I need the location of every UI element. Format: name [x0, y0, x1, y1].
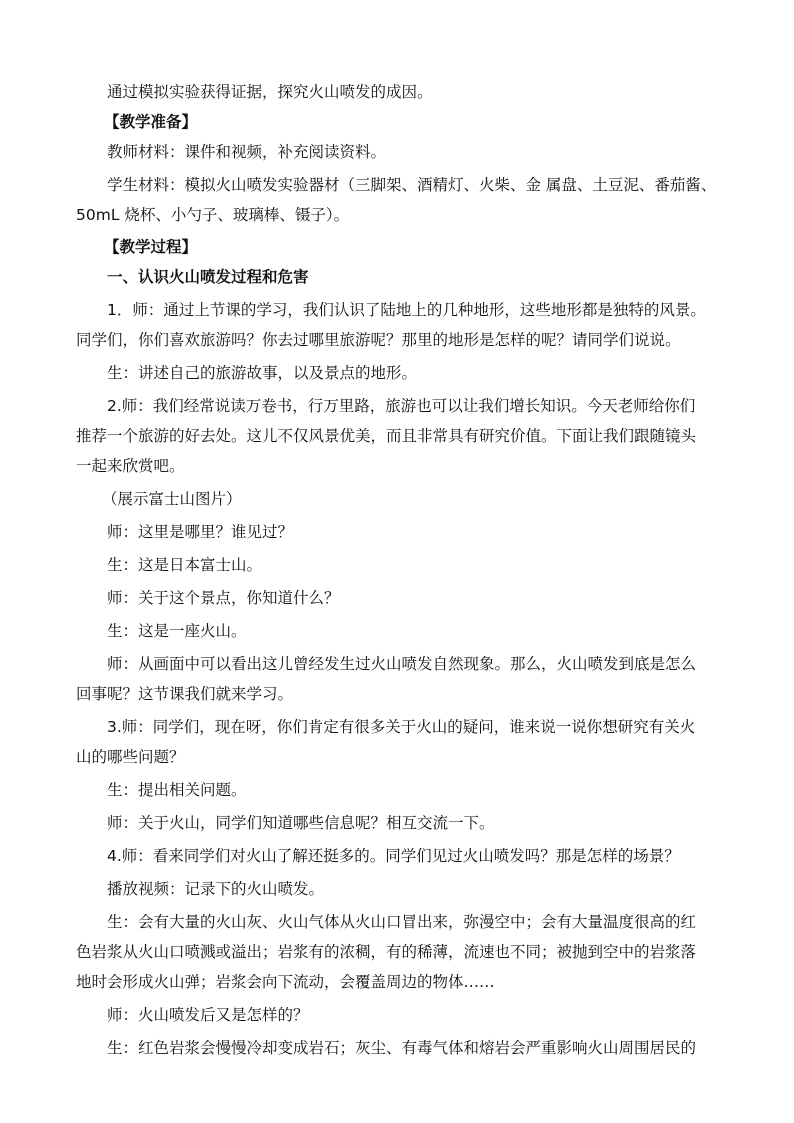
section-heading: 【教学准备】 — [104, 113, 198, 131]
paragraph-line: 1．师：通过上节课的学习，我们认识了陆地上的几种地形，这些地形都是独特的风景。 — [107, 301, 706, 319]
paragraph-line: 回事呢？这节课我们就来学习。 — [76, 685, 294, 703]
paragraph-line: 生：提出相关问题。 — [107, 781, 247, 799]
paragraph-line: 推荐一个旅游的好去处。这儿不仅风景优美，而且非常具有研究价值。下面让我们跟随镜头 — [76, 427, 697, 445]
paragraph-line: 教师材料：课件和视频，补充阅读资料。 — [107, 143, 387, 161]
paragraph-line: 2.师：我们经常说读万卷书，行万里路，旅游也可以让我们增长知识。今天老师给你们 — [107, 397, 696, 415]
paragraph-line: 生：红色岩浆会慢慢冷却变成岩石；灰尘、有毒气体和熔岩会严重影响火山周围居民的 — [107, 1039, 697, 1057]
paragraph-line: 生：这是一座火山。 — [107, 622, 247, 640]
paragraph-line: 山的哪些问题？ — [76, 748, 185, 766]
subsection-heading: 一、认识火山喷发过程和危害 — [107, 268, 309, 286]
section-heading: 【教学过程】 — [104, 238, 198, 256]
paragraph-line: 师：关于这个景点，你知道什么？ — [107, 589, 340, 607]
paragraph-line: 师：关于火山，同学们知道哪些信息呢？相互交流一下。 — [107, 814, 495, 832]
paragraph-line: 师：从画面中可以看出这儿曾经发生过火山喷发自然现象。那么，火山喷发到底是怎么 — [107, 655, 697, 673]
paragraph-line: 50mL 烧杯、小勺子、玻璃棒、镊子）。 — [76, 206, 350, 224]
paragraph-line: 4.师：看来同学们对火山了解还挺多的。同学们见过火山喷发吗？那是怎样的场景？ — [107, 847, 680, 865]
paragraph-line: 地时会形成火山弹；岩浆会向下流动，会覆盖周边的物体…… — [76, 973, 495, 991]
document-page — [76, 77, 726, 1063]
paragraph-line: 学生材料：模拟火山喷发实验器材（三脚架、酒精灯、火柴、金 属盘、土豆泥、番茄酱、 — [107, 176, 717, 194]
paragraph-line: 生：讲述自己的旅游故事，以及景点的地形。 — [107, 364, 418, 382]
paragraph-line: 师：火山喷发后又是怎样的？ — [107, 1006, 309, 1024]
paragraph-line: 生：这是日本富士山。 — [107, 556, 263, 574]
paragraph-line: 播放视频：记录下的火山喷发。 — [107, 880, 325, 898]
paragraph-line: （展示富士山图片） — [102, 490, 242, 508]
paragraph-line: 生：会有大量的火山灰、火山气体从火山口冒出来，弥漫空中；会有大量温度很高的红 — [107, 913, 697, 931]
paragraph-line: 通过模拟实验获得证据，探究火山喷发的成因。 — [107, 83, 433, 101]
paragraph-line: 同学们，你们喜欢旅游吗？你去过哪里旅游呢？那里的地形是怎样的呢？请同学们说说。 — [76, 331, 681, 349]
paragraph-line: 色岩浆从火山口喷溅或溢出；岩浆有的浓稠，有的稀薄，流速也不同；被抛到空中的岩浆落 — [76, 943, 697, 961]
paragraph-line: 一起来欣赏吧。 — [76, 457, 185, 475]
paragraph-line: 3.师：同学们，现在呀，你们肯定有很多关于火山的疑问，谁来说一说你想研究有关火 — [107, 718, 696, 736]
paragraph-line: 师：这里是哪里？谁见过？ — [107, 523, 294, 541]
